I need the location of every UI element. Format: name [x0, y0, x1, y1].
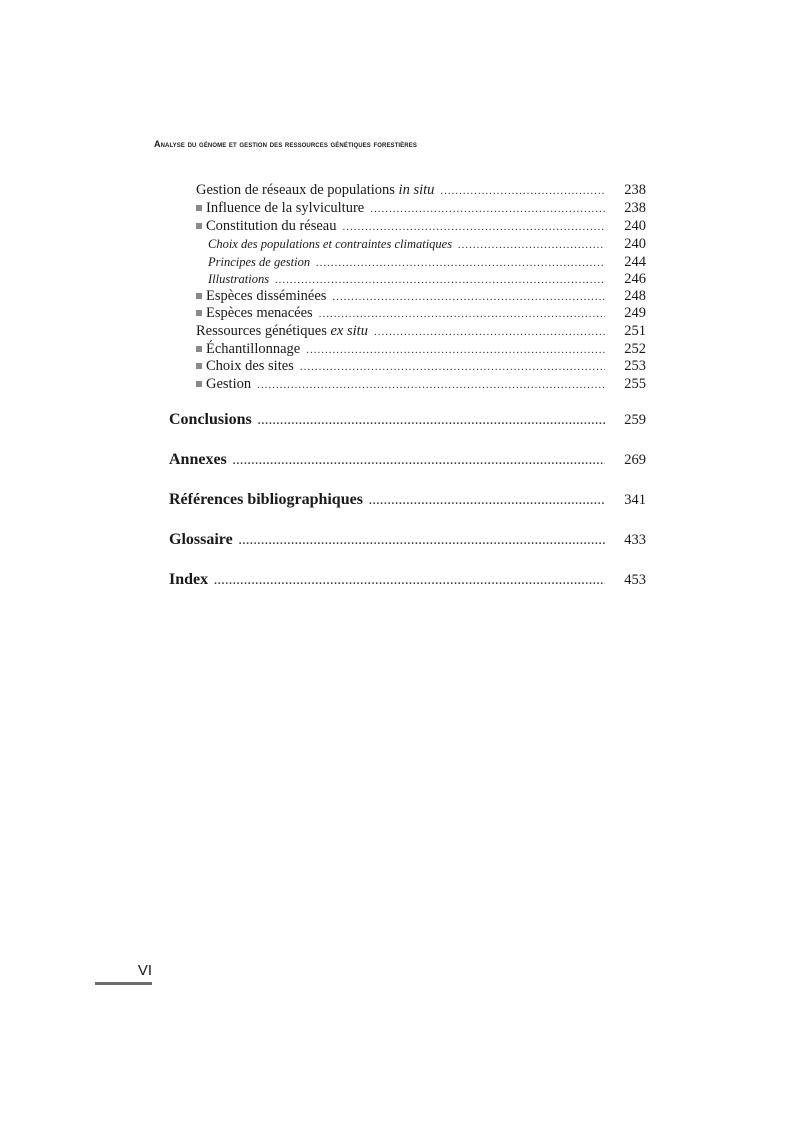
dot-leader [458, 239, 605, 251]
toc-chapter-entry [169, 491, 646, 509]
toc-entry [196, 200, 646, 217]
toc-entry-label: Illustrations [208, 272, 270, 286]
toc-page-number: 244 [624, 254, 646, 270]
dot-leader [239, 535, 605, 547]
toc-page-number: 255 [624, 376, 646, 392]
toc-page-number: 248 [624, 288, 646, 304]
running-header: Analyse du génome et gestion des ressources génétiques forestières [154, 139, 417, 149]
toc-entry [196, 218, 646, 235]
toc-entry-label-italic: in situ [398, 182, 435, 198]
toc-entry-label: Principes de gestion [208, 255, 311, 269]
square-bullet-icon [196, 223, 202, 229]
dot-leader [300, 361, 605, 373]
dot-leader [319, 308, 605, 320]
toc-entry [196, 323, 646, 340]
dot-leader [275, 274, 605, 286]
toc-entry-label: Choix des sites [206, 358, 294, 374]
folio-rule [95, 982, 152, 985]
toc-chapter-entry [169, 531, 646, 549]
toc-page-number: 253 [624, 358, 646, 374]
toc-page-number: 259 [624, 412, 646, 428]
square-bullet-icon [196, 363, 202, 369]
dot-leader [374, 326, 605, 338]
dot-leader [306, 344, 605, 356]
toc-chapter-label: Annexes [169, 451, 227, 468]
toc-page-number: 249 [624, 305, 646, 321]
toc-page-number: 251 [624, 323, 646, 339]
toc-chapter-label: Conclusions [169, 411, 252, 428]
toc-page-number: 238 [624, 182, 646, 198]
toc-entry [196, 376, 646, 393]
square-bullet-icon [196, 310, 202, 316]
dot-leader [257, 379, 605, 391]
toc-entry [196, 305, 646, 322]
toc-entry-label: Constitution du réseau [206, 218, 337, 234]
toc-entry-label-italic: ex situ [330, 323, 368, 339]
toc-entry-label: Choix des populations et contraintes climatiques [208, 237, 453, 251]
toc-chapter-label: Index [169, 571, 209, 588]
toc-page-number: 246 [624, 271, 646, 287]
dot-leader [214, 575, 605, 587]
toc-page-number: 238 [624, 200, 646, 216]
dot-leader [316, 257, 605, 269]
toc-entry [196, 358, 646, 375]
dot-leader [369, 495, 605, 507]
toc-page-number: 252 [624, 341, 646, 357]
dot-leader [440, 185, 605, 197]
dot-leader [343, 221, 606, 233]
dot-leader [233, 455, 605, 467]
square-bullet-icon [196, 381, 202, 387]
toc-page-number: 341 [624, 492, 646, 508]
dot-leader [370, 203, 605, 215]
square-bullet-icon [196, 205, 202, 211]
dot-leader [332, 291, 605, 303]
toc-entry [208, 254, 646, 271]
toc-page-number: 433 [624, 532, 646, 548]
toc-chapter-entry [169, 411, 646, 429]
toc-chapter-entry [169, 451, 646, 469]
toc-entry-label: Gestion de réseaux de populations [196, 182, 399, 198]
toc-entry-label: Gestion [206, 376, 252, 392]
page-folio: VI [137, 962, 152, 979]
toc-page-number: 269 [624, 452, 646, 468]
toc-entry-label: Influence de la sylviculture [206, 200, 365, 216]
toc-entry-label: Espèces menacées [206, 305, 313, 321]
square-bullet-icon [196, 346, 202, 352]
toc-page-number: 240 [624, 218, 646, 234]
toc-entry [196, 182, 646, 199]
toc-entry [196, 341, 646, 358]
square-bullet-icon [196, 293, 202, 299]
toc-chapter-label: Références bibliographiques [169, 491, 363, 508]
toc-entry [208, 236, 646, 253]
toc-entry [196, 288, 646, 305]
toc-chapter-entry [169, 571, 646, 589]
dot-leader [258, 415, 605, 427]
toc-entry [208, 271, 646, 288]
toc-entry-label: Espèces disséminées [206, 288, 327, 304]
toc-entry-label: Échantillonnage [206, 341, 301, 357]
toc-entry-label: Ressources génétiques [196, 323, 331, 339]
toc-page-number: 240 [624, 236, 646, 252]
toc-chapter-label: Glossaire [169, 531, 233, 548]
toc-page-number: 453 [624, 572, 646, 588]
